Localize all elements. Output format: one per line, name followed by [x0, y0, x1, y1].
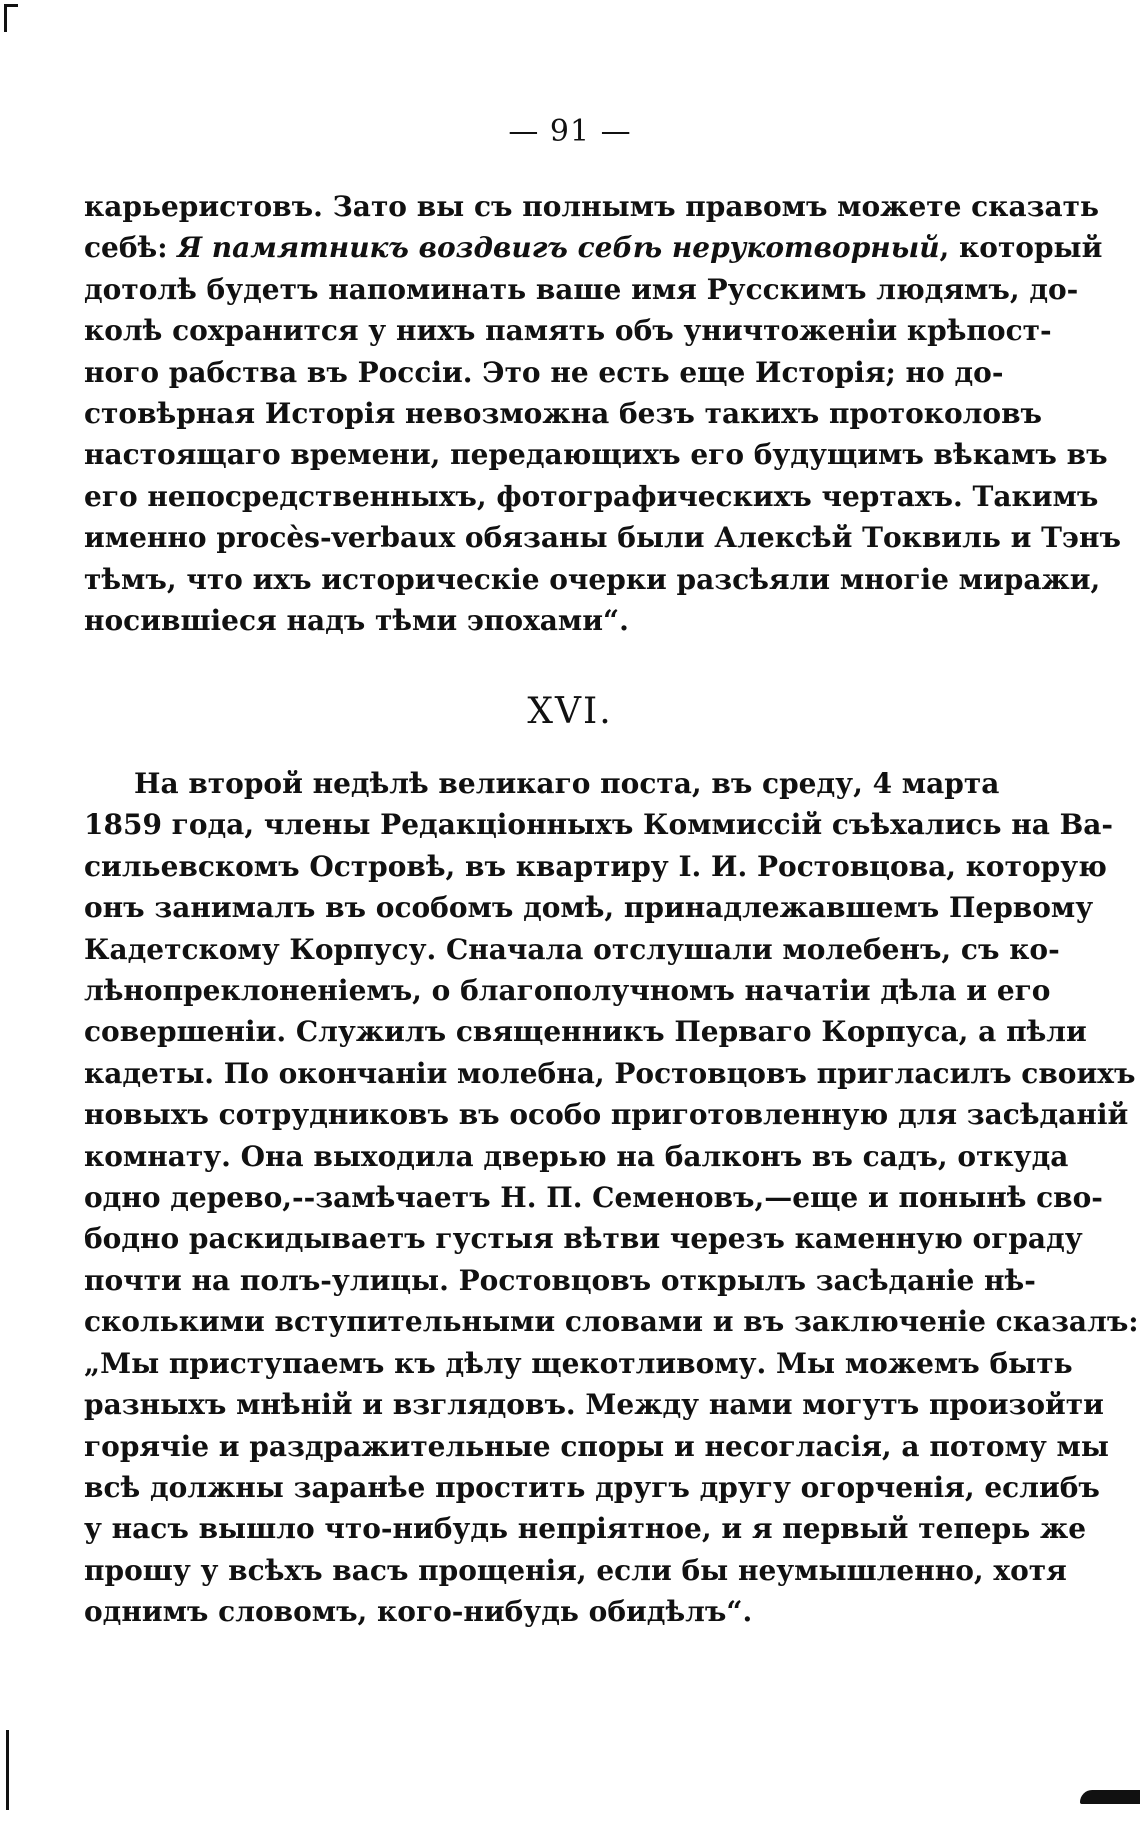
paragraph-section-xvi: [84, 763, 1139, 1633]
text-line: новыхъ сотрудниковъ въ особо приготовленную для засѣданій: [84, 1098, 1129, 1132]
text-line: однимъ словомъ, кого-нибудь обидѣлъ“.: [84, 1595, 753, 1629]
text-line: почти на полъ-улицы. Ростовцовъ открылъ засѣданіе нѣ-: [84, 1263, 1036, 1297]
paragraph-continued: [84, 186, 1121, 641]
text-line: его непосредственныхъ, фотографическихъ чертахъ. Такимъ: [84, 479, 1099, 513]
text-line: кадеты. По окончаніи молебна, Ростовцовъ пригласилъ своихъ: [84, 1056, 1136, 1090]
text-line: тѣмъ, что ихъ историческіе очерки разсѣяли многіе миражи,: [84, 562, 1101, 596]
text-line: Кадетскому Корпусу. Сначала отслушали молебенъ, съ ко-: [84, 932, 1060, 966]
scan-mark-top-left-bar: [4, 4, 18, 7]
text-line: у насъ вышло что-нибудь непріятное, и я первый теперь же: [84, 1512, 1087, 1546]
text-line: лѣнопреклоненіемъ, о благополучномъ начатіи дѣла и его: [84, 974, 1051, 1008]
text-line: разныхъ мнѣній и взглядовъ. Между нами могутъ произойти: [84, 1388, 1104, 1422]
text-line: „Мы приступаемъ къ дѣлу щекотливому. Мы можемъ быть: [84, 1346, 1073, 1380]
text-line: 1859 года, члены Редакціонныхъ Коммиссій съѣхались на Ва-: [84, 808, 1114, 842]
scan-mark-top-left: [4, 4, 7, 32]
text-line: дотолѣ будетъ напоминать ваше имя Русскимъ людямъ, до-: [84, 272, 1079, 306]
text-line: колѣ сохранится у нихъ память объ уничтоженіи крѣпост-: [84, 314, 1052, 348]
text-line: стовѣрная Исторія невозможна безъ такихъ протоколовъ: [84, 397, 1043, 431]
text-line: настоящаго времени, передающихъ его будущимъ вѣкамъ въ: [84, 438, 1108, 472]
page-number: — 91 —: [508, 114, 632, 149]
text-line: горячіе и раздражительные споры и несогласія, а потому мы: [84, 1429, 1109, 1463]
text-line: всѣ должны заранѣе простить другъ другу огорченія, еслибъ: [84, 1470, 1100, 1504]
text-line: комнату. Она выходила дверью на балконъ въ садъ, откуда: [84, 1139, 1069, 1173]
text-line: бодно раскидываетъ густыя вѣтви черезъ каменную ограду: [84, 1222, 1083, 1256]
text-line: прошу у всѣхъ васъ прощенія, если бы неумышленно, хотя: [84, 1553, 1067, 1587]
text-line-part: , который: [939, 231, 1103, 265]
text-line: одно дерево,--замѣчаетъ Н. П. Семеновъ,—еще и понынѣ сво-: [84, 1181, 1103, 1215]
section-heading: XVI.: [527, 691, 613, 732]
text-line: онъ занималъ въ особомъ домѣ, принадлежавшемъ Первому: [84, 891, 1094, 925]
text-line: носившіеся надъ тѣми эпохами“.: [84, 604, 629, 638]
text-line: сильевскомъ Островѣ, въ квартиру І. И. Ростовцова, которую: [84, 849, 1107, 883]
text-line: именно procès-verbaux обязаны были Алексѣй Токвиль и Тэнъ: [84, 521, 1121, 555]
scan-mark-bottom-left: [6, 1730, 9, 1810]
text-line: совершеніи. Служилъ священникъ Перваго Корпуса, а пѣли: [84, 1015, 1087, 1049]
text-line: карьеристовъ. Зато вы съ полнымъ правомъ можете сказать: [84, 190, 1099, 223]
text-line: сколькими вступительными словами и въ заключеніе сказалъ:: [84, 1305, 1139, 1339]
text-line: ного рабства въ Россіи. Это не есть еще Исторія; но до-: [84, 355, 1004, 389]
text-line-with-quote: [84, 227, 1103, 268]
text-line: На второй недѣлѣ великаго поста, въ среду, 4 марта: [134, 767, 1000, 800]
pushkin-quote: Я памятникъ воздвигъ себѣ нерукотворный: [177, 231, 940, 265]
scan-mark-bottom-right: [1080, 1790, 1140, 1804]
text-line-part: себѣ:: [84, 231, 178, 265]
